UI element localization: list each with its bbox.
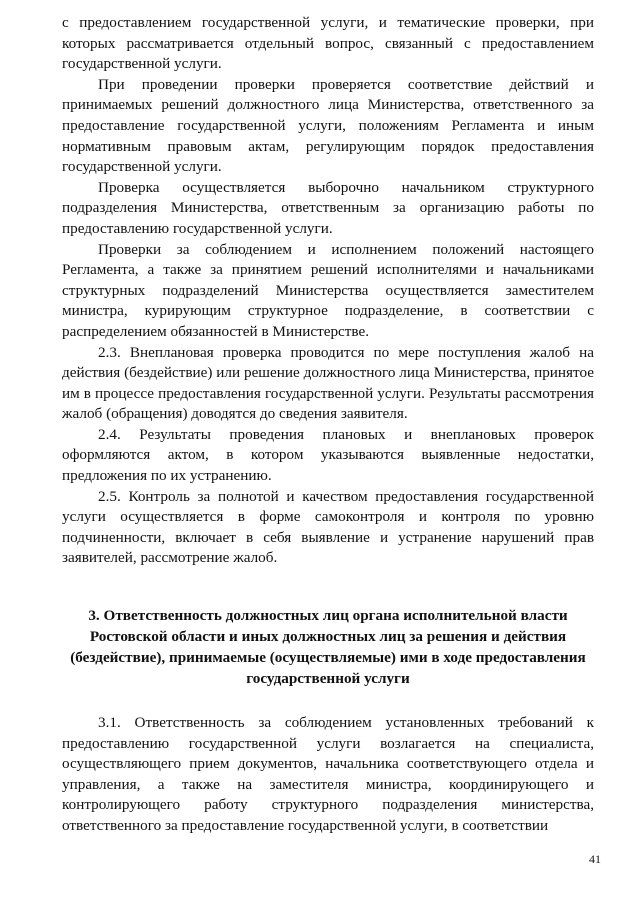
paragraph: 3.1. Ответственность за соблюдением установленных требований к предоставлению государственной услуги возлагается на специалиста, осуществляющего прием документов, начальника соответствующего отдела и управления, а также на заместителя министра, координирующего и контролирующего работу структурного подразделения министерства, ответственного за предоставление государственной услуги, в соответствии: [62, 714, 594, 834]
paragraph: При проведении проверки проверяется соответствие действий и принимаемых решений должностного лица Министерства, ответственного за предоставление государственной услуги, положениям Регламента и иным нормативным правовым актам, регулирующим порядок предоставления государственной услуги.: [62, 75, 594, 176]
page-content: [62, 13, 594, 837]
paragraph: 2.4. Результаты проведения плановых и внеплановых проверок оформляются актом, в котором указываются выявленные недостатки, предложения по их устранению.: [62, 425, 594, 485]
section-heading: 3. Ответственность должностных лиц органа исполнительной власти Ростовской области и иных должностных лиц за решения и действия (бездействие), принимаемые (осуществляемые) ими в ходе предоставления государственной услуги: [70, 607, 586, 688]
paragraph: с предоставлением государственной услуги, и тематические проверки, при которых рассматривается отдельный вопрос, связанный с предоставлением государственной услуги.: [62, 14, 594, 73]
paragraph: 2.3. Внеплановая проверка проводится по мере поступления жалоб на действия (бездействие) или решение должностного лица Министерства, принятое им в процессе предоставления государственной услуги. Результаты рассмотрения жалоб (обращения) доводятся до сведения заявителя.: [62, 343, 594, 423]
paragraph: Проверки за соблюдением и исполнением положений настоящего Регламента, а также за принятием решений исполнителями и начальниками структурных подразделений Министерства осуществляется заместителем министра, курирующим структурное подразделение, в соответствии с распределением обязанностей в Министерстве.: [62, 240, 594, 340]
page-number: 41: [589, 852, 601, 866]
paragraph: Проверка осуществляется выборочно начальником структурного подразделения Министерства, ответственным за организацию работы по предоставлению государственной услуги.: [62, 178, 594, 237]
paragraph: 2.5. Контроль за полнотой и качеством предоставления государственной услуги осуществляется в форме самоконтроля и контроля по уровню подчиненности, включает в себя выявление и устранение нарушений прав заявителей, рассмотрение жалоб.: [62, 487, 594, 567]
